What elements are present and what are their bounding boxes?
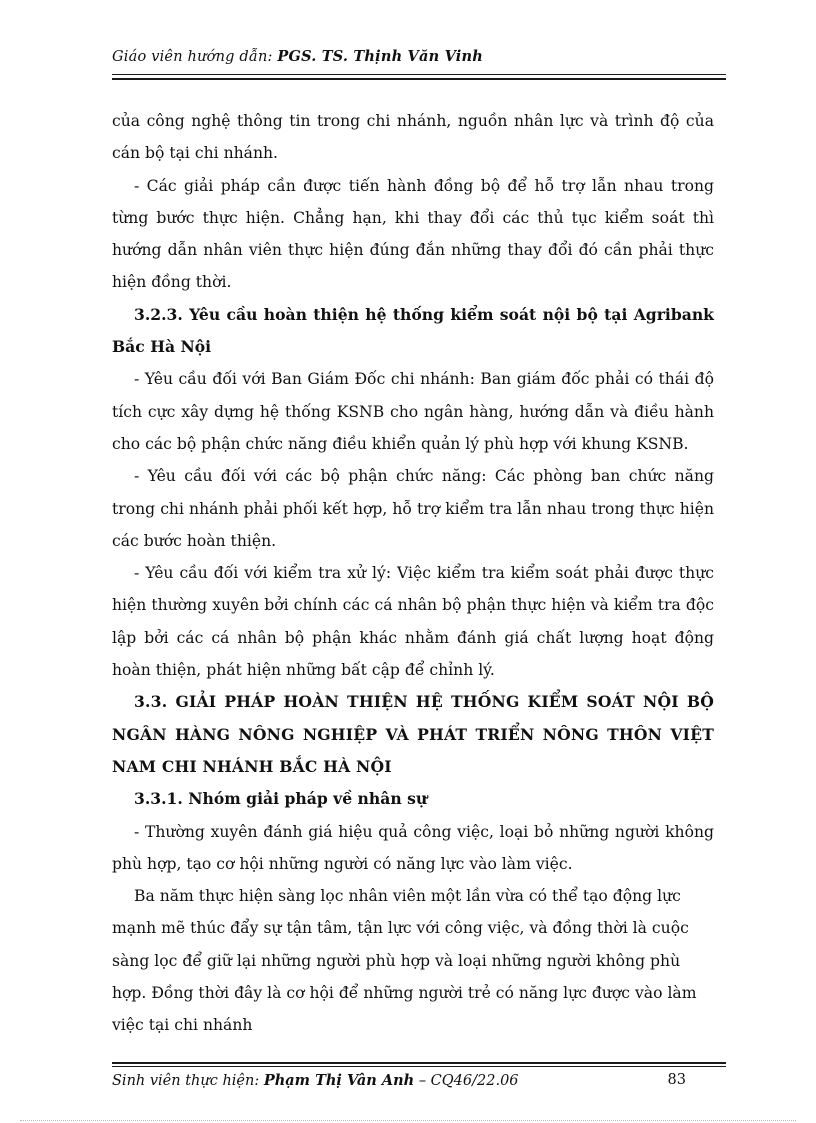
page-bottom-edge bbox=[20, 1120, 796, 1121]
footer-class-code: – CQ46/22.06 bbox=[414, 1073, 519, 1089]
page-body bbox=[112, 105, 714, 1042]
footer-rule-thin bbox=[112, 1066, 726, 1067]
footer-rule-thick bbox=[112, 1062, 726, 1064]
heading-3-3-1: 3.3.1. Nhóm giải pháp về nhân sự bbox=[134, 789, 428, 809]
footer-prefix: Sinh viên thực hiện: bbox=[112, 1073, 264, 1089]
paragraph-performance-evaluation: - Thường xuyên đánh giá hiệu quả công việc, loại bỏ những người không phù hợp, tạo cơ hội những người có năng lực vào làm việc. bbox=[112, 822, 714, 873]
footer-student-line bbox=[112, 1072, 519, 1089]
header-advisor-name: PGS. TS. Thịnh Văn Vinh bbox=[277, 48, 483, 65]
paragraph-functional-departments: - Yêu cầu đối với các bộ phận chức năng: Các phòng ban chức năng trong chi nhánh phải phối kết hợp, hỗ trợ kiểm tra lẫn nhau trong thực hiện các bước hoàn thiện. bbox=[112, 467, 714, 550]
header-rule-thin bbox=[112, 74, 726, 75]
page-footer bbox=[112, 1062, 726, 1098]
header-rule-thick bbox=[112, 78, 726, 80]
paragraph-continuation: của công nghệ thông tin trong chi nhánh, nguồn nhân lực và trình độ của cán bộ tại chi nhánh. bbox=[112, 112, 714, 163]
paragraph-board-requirements: - Yêu cầu đối với Ban Giám Đốc chi nhánh: Ban giám đốc phải có thái độ tích cực xây dựng hệ thống KSNB cho ngân hàng, hướng dẫn và điều hành cho các bộ phận chức năng điều khiển quản lý phù hợp với khung KSNB. bbox=[112, 370, 714, 453]
heading-3-2-3: 3.2.3. Yêu cầu hoàn thiện hệ thống kiểm soát nội bộ tại Agribank Bắc Hà Nội bbox=[112, 304, 714, 357]
header-prefix: Giáo viên hướng dẫn: bbox=[112, 49, 278, 65]
header-advisor-line bbox=[112, 48, 483, 65]
page-header bbox=[112, 46, 726, 86]
paragraph-staff-screening: Ba năm thực hiện sàng lọc nhân viên một lần vừa có thể tạo động lực mạnh mẽ thúc đẩy sự tận tâm, tận lực với công việc, và đồng thời là cuộc sàng lọc để giữ lại những người phù hợp và loại những người không phù hợp. Đồng thời đây là cơ hội để những người trẻ có năng lực được vào làm việc tại chi nhánh bbox=[112, 887, 697, 1035]
paragraph-synchronous-solutions: - Các giải pháp cần được tiến hành đồng bộ để hỗ trợ lẫn nhau trong từng bước thực hiện. Chẳng hạn, khi thay đổi các thủ tục kiểm soát thì hướng dẫn nhân viên thực hiện đúng đắn những thay đổi đó cần phải thực hiện đồng thời. bbox=[112, 176, 714, 292]
paragraph-inspection-requirements: - Yêu cầu đối với kiểm tra xử lý: Việc kiểm tra kiểm soát phải được thực hiện thường xuyên bởi chính các cá nhân bộ phận thực hiện và kiểm tra độc lập bởi các cá nhân bộ phận khác nhằm đánh giá chất lượng hoạt động hoàn thiện, phát hiện những bất cập để chỉnh lý. bbox=[112, 564, 714, 680]
page-number: 83 bbox=[667, 1072, 686, 1088]
footer-student-name: Phạm Thị Vân Anh bbox=[263, 1072, 415, 1089]
heading-3-3: 3.3. GIẢI PHÁP HOÀN THIỆN HỆ THỐNG KIỂM SOÁT NỘI BỘ NGÂN HÀNG NÔNG NGHIỆP VÀ PHÁT TRIỂN NÔNG THÔN VIỆT NAM CHI NHÁNH BẮC HÀ NỘI bbox=[112, 692, 714, 776]
